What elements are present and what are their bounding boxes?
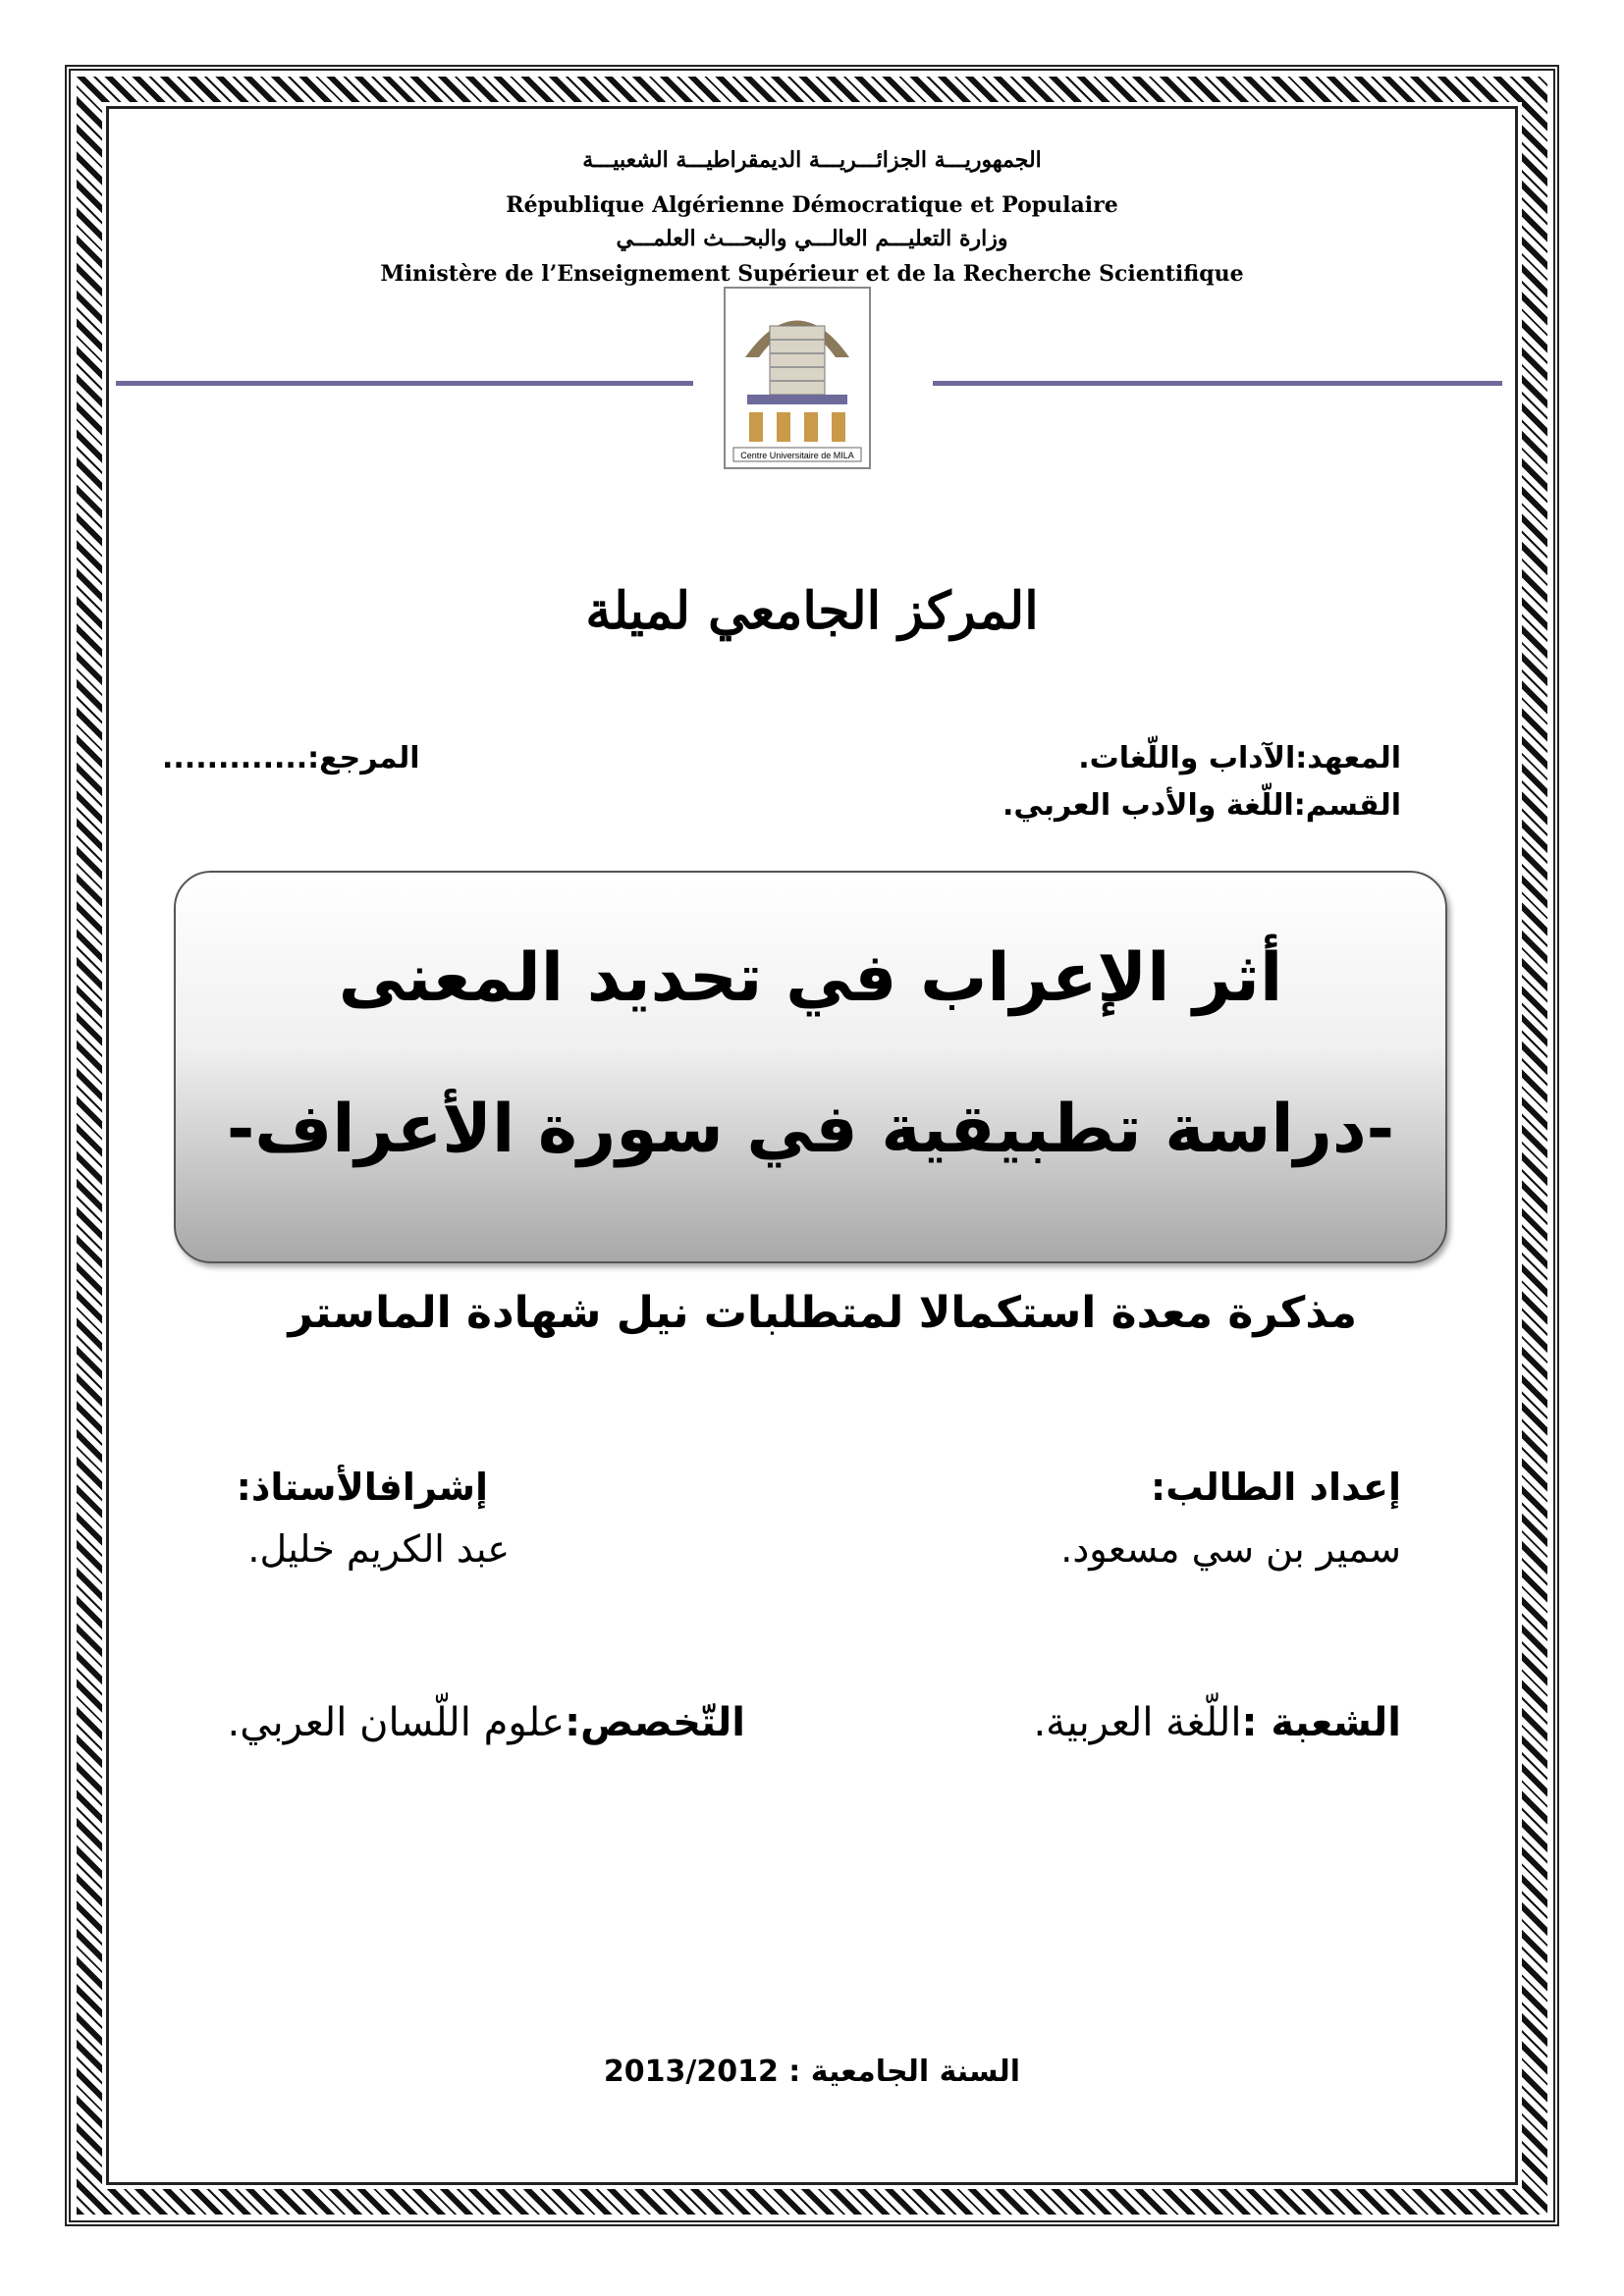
title-box — [174, 871, 1447, 1263]
header-republic-fr: République Algérienne Démocratique et Populaire — [506, 192, 1118, 218]
branch-value: اللّغة العربية. — [1033, 1700, 1242, 1745]
reference: المرجع:............. — [162, 741, 420, 775]
center-name: المركز الجامعي لميلة — [585, 581, 1039, 641]
header-divider-left — [116, 381, 693, 386]
student-label: إعداد الطالب: — [1151, 1466, 1401, 1509]
spec-value: علوم اللّسان العربي. — [227, 1700, 566, 1745]
student-name: سمير بن سي مسعود. — [1060, 1527, 1401, 1571]
institute: المعهد:الآداب واللّغات. — [1078, 741, 1401, 775]
academic-year: السنة الجامعية : 2013/2012 — [603, 2055, 1021, 2089]
university-logo — [724, 287, 871, 469]
header-divider-right — [933, 381, 1502, 386]
branch-label: الشعبة : — [1241, 1700, 1401, 1745]
thesis-subtitle: -دراسة تطبيقية في سورة الأعراف- — [227, 1091, 1394, 1168]
memo-statement: مذكرة معدة استكمالا لمتطلبات نيل شهادة الماستر — [288, 1288, 1357, 1338]
logo-caption: Centre Universitaire de MILA — [740, 451, 854, 460]
specialization — [228, 1700, 746, 1745]
branch — [1033, 1700, 1401, 1745]
department: القسم:اللّغة والأدب العربي. — [1002, 788, 1401, 823]
header-ministry-fr: Ministère de l’Enseignement Supérieur et de la Recherche Scientifique — [380, 261, 1244, 287]
supervisor-name: عبد الكريم خليل. — [247, 1527, 510, 1571]
header-ministry-ar: وزارة التعليـــم العالـــي والبحـــث العلمـــي — [616, 226, 1008, 251]
spec-label: التّخصص: — [565, 1700, 745, 1745]
supervisor-label: إشرافالأستاذ: — [236, 1466, 488, 1509]
thesis-title: أثر الإعراب في تحديد المعنى — [338, 939, 1283, 1017]
header-republic-ar: الجمهوريـــة الجزائـــريـــة الديمقراطيـــة الشعبيـــة — [582, 147, 1042, 173]
